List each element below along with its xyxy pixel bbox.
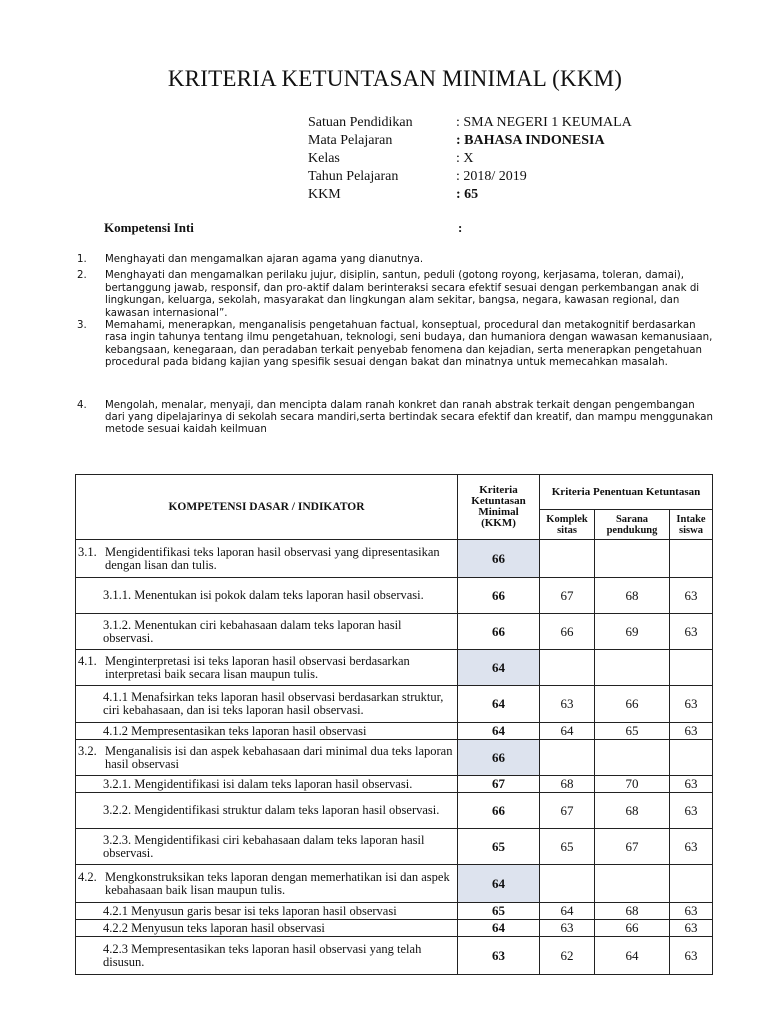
kkm-value: 66 [458,614,540,650]
kkm-value: 64 [458,865,540,903]
table-row [76,793,713,829]
kompetensi-dasar-cell [76,740,458,776]
kd-code: 3.2. [78,743,97,758]
list-item-text: Mengolah, menalar, menyaji, dan mencipta dalam ranah konkret dan ranah abstrak terkait dengan pengembangan dari yang dipelajarinya di sekolah secara mandiri,serta bertindak secara efektif dan kreatif, dan mampu menggunakan metode sesuai kaidah keilmuan [105,399,714,436]
indikator-cell [76,903,458,920]
meta-value: : 65 [456,187,479,202]
kkm-value: 64 [458,920,540,937]
list-item [77,320,717,370]
intake-siswa-value: 63 [670,614,713,650]
intake-siswa-value: 63 [670,776,713,793]
indikator-cell [76,776,458,793]
header-kompetensi-dasar: KOMPETENSI DASAR / INDIKATOR [76,475,458,540]
meta-row [308,186,632,204]
meta-label: KKM [308,187,341,202]
kkm-value: 66 [458,540,540,578]
table-row [76,903,713,920]
kkm-value: 65 [458,903,540,920]
table-row [76,578,713,614]
kd-text: Mengidentifikasi teks laporan hasil observasi yang dipresentasikan dengan lisan dan tulis. [105,544,440,572]
intake-siswa-value [670,865,713,903]
meta-row [308,132,632,150]
kompetensi-inti-colon: : [458,220,463,235]
indikator-cell [76,686,458,723]
sarana-pendukung-value: 68 [595,793,670,829]
header-kompleksitas: Komplek sitas [540,510,595,540]
indikator-cell [76,920,458,937]
indikator-cell [76,578,458,614]
kd-text: Mengkonstruksikan teks laporan dengan memerhatikan isi dan aspek kebahasaan baik lisan maupun tulis. [105,869,450,897]
kd-text: 4.1.1 Menafsirkan teks laporan hasil observasi berdasarkan struktur, ciri kebahasaan, dan isi teks laporan hasil observasi. [103,690,444,717]
kd-text: Menganalisis isi dan aspek kebahasaan dari minimal dua teks laporan hasil observasi [105,743,453,771]
intake-siswa-value: 63 [670,937,713,975]
kkm-value: 64 [458,723,540,740]
table-body [76,540,713,975]
kd-text: Menginterpretasi isi teks laporan hasil observasi berdasarkan interpretasi baik secara lisan maupun tulis. [105,653,410,681]
list-item-number: 3. [77,320,87,332]
indikator-cell [76,723,458,740]
table-row [76,920,713,937]
kd-text: 3.1.2. Menentukan ciri kebahasaan dalam teks laporan hasil observasi. [103,617,402,645]
kompetensi-inti-list [77,254,717,437]
sarana-pendukung-value: 66 [595,686,670,723]
kompleksitas-value: 65 [540,829,595,865]
meta-value: : BAHASA INDONESIA [456,133,605,148]
list-item-text: Memahami, menerapkan, menganalisis pengetahuan factual, konseptual, procedural dan metakognitif berdasarkan rasa ingin tahunya tentang ilmu pengetahuan, teknologi, seni budaya, dan humaniora dengan wawasan kemanusiaan, kebangsaan, kenegaraan, dan peradaban terkait penyebab fenomena dan kejadian, serta menerapkan pengetahuan procedural pada bidang kajian yang spesifik sesuai dengan bakat dan minatnya untuk memecahkan masalah. [105,320,713,369]
sarana-pendukung-value: 65 [595,723,670,740]
kkm-value: 66 [458,740,540,776]
kkm-value: 67 [458,776,540,793]
intake-siswa-value: 63 [670,920,713,937]
list-item-number: 1. [77,254,87,265]
list-item-number: 2. [77,270,87,282]
sarana-pendukung-value: 66 [595,920,670,937]
intake-siswa-value: 63 [670,723,713,740]
sarana-pendukung-value: 70 [595,776,670,793]
kompleksitas-value: 64 [540,903,595,920]
kd-text: 3.2.3. Mengidentifikasi ciri kebahasaan dalam teks laporan hasil observasi. [103,832,425,860]
kompetensi-inti-heading: Kompetensi Inti [104,220,194,235]
table-row [76,776,713,793]
kd-code: 4.2. [78,869,97,884]
table-row [76,650,713,686]
meta-value: : X [456,151,474,166]
indikator-cell [76,793,458,829]
intake-siswa-value: 63 [670,903,713,920]
meta-row [308,168,632,186]
sarana-pendukung-value [595,740,670,776]
kd-text: 4.2.3 Mempresentasikan teks laporan hasil observasi yang telah disusun. [103,941,422,969]
meta-label: Kelas [308,151,340,166]
sarana-pendukung-value [595,650,670,686]
kompleksitas-value: 63 [540,920,595,937]
kompleksitas-value: 63 [540,686,595,723]
intake-siswa-value: 63 [670,686,713,723]
kd-code: 3.1. [78,544,97,559]
indikator-cell [76,937,458,975]
document-title: KRITERIA KETUNTASAN MINIMAL (KKM) [167,66,623,91]
sarana-pendukung-value: 68 [595,578,670,614]
header-criteria: Kriteria Penentuan Ketuntasan [540,475,713,510]
header-intake-siswa: Intake siswa [670,510,713,540]
kd-text: 3.2.2. Mengidentifikasi struktur dalam teks laporan hasil observasi. [103,803,440,817]
list-item [77,254,717,266]
list-item [77,270,717,320]
list-item-text: Menghayati dan mengamalkan ajaran agama yang dianutnya. [105,254,424,265]
sarana-pendukung-value: 69 [595,614,670,650]
intake-siswa-value: 63 [670,578,713,614]
list-item-number: 4. [77,399,87,411]
table-row [76,937,713,975]
kd-text: 4.2.1 Menyusun garis besar isi teks laporan hasil observasi [103,903,397,918]
meta-value: : SMA NEGERI 1 KEUMALA [456,115,632,130]
kkm-value: 63 [458,937,540,975]
kkm-value: 65 [458,829,540,865]
kompleksitas-value: 66 [540,614,595,650]
header-sarana-pendukung: Sarana pendukung [595,510,670,540]
sarana-pendukung-value: 68 [595,903,670,920]
intake-siswa-value: 63 [670,829,713,865]
kompleksitas-value: 67 [540,793,595,829]
table-row [76,740,713,776]
kompleksitas-value: 68 [540,776,595,793]
table-row [76,723,713,740]
kompetensi-dasar-cell [76,540,458,578]
identity-block [308,114,632,204]
meta-row [308,114,632,132]
table-row [76,686,713,723]
kompleksitas-value: 64 [540,723,595,740]
meta-label: Tahun Pelajaran [308,169,399,184]
header-kkm: Kriteria Ketuntasan Minimal (KKM) [458,475,540,540]
sarana-pendukung-value [595,540,670,578]
kkm-value: 64 [458,686,540,723]
meta-label: Mata Pelajaran [308,133,393,148]
kompleksitas-value [540,540,595,578]
kompetensi-dasar-cell [76,650,458,686]
table-row [76,614,713,650]
kd-text: 4.2.2 Menyusun teks laporan hasil observasi [103,920,325,935]
meta-label: Satuan Pendidikan [308,115,413,130]
kkm-value: 66 [458,578,540,614]
kd-text: 4.1.2 Mempresentasikan teks laporan hasil observasi [103,723,367,738]
kompetensi-dasar-cell [76,865,458,903]
list-item-text: Menghayati dan mengamalkan perilaku jujur, disiplin, santun, peduli (gotong royong, kerjasama, toleran, damai), bertanggung jawab, responsif, dan pro-aktif dalam berinteraksi secara efektif sesuai dengan perkembangan anak di lingkungan, keluarga, sekolah, masyarakat dan lingkungan alam sekitar, bangsa, negara, kawasan regional, dan kawasan internasional”. [105,270,700,319]
kompleksitas-value: 62 [540,937,595,975]
kkm-value: 66 [458,793,540,829]
sarana-pendukung-value: 67 [595,829,670,865]
kkm-value: 64 [458,650,540,686]
intake-siswa-value [670,540,713,578]
list-item [77,400,717,437]
kkm-table [75,474,713,975]
sarana-pendukung-value: 64 [595,937,670,975]
kompleksitas-value: 67 [540,578,595,614]
indikator-cell [76,829,458,865]
kompleksitas-value [540,650,595,686]
indikator-cell [76,614,458,650]
intake-siswa-value: 63 [670,793,713,829]
kd-text: 3.2.1. Mengidentifikasi isi dalam teks laporan hasil observasi. [103,776,413,791]
sarana-pendukung-value [595,865,670,903]
kd-text: 3.1.1. Menentukan isi pokok dalam teks laporan hasil observasi. [103,588,424,602]
meta-value: : 2018/ 2019 [456,169,527,184]
kompleksitas-value [540,865,595,903]
table-row [76,540,713,578]
table-row [76,829,713,865]
table-row [76,865,713,903]
intake-siswa-value [670,650,713,686]
kompleksitas-value [540,740,595,776]
meta-row [308,150,632,168]
kd-code: 4.1. [78,653,97,668]
intake-siswa-value [670,740,713,776]
